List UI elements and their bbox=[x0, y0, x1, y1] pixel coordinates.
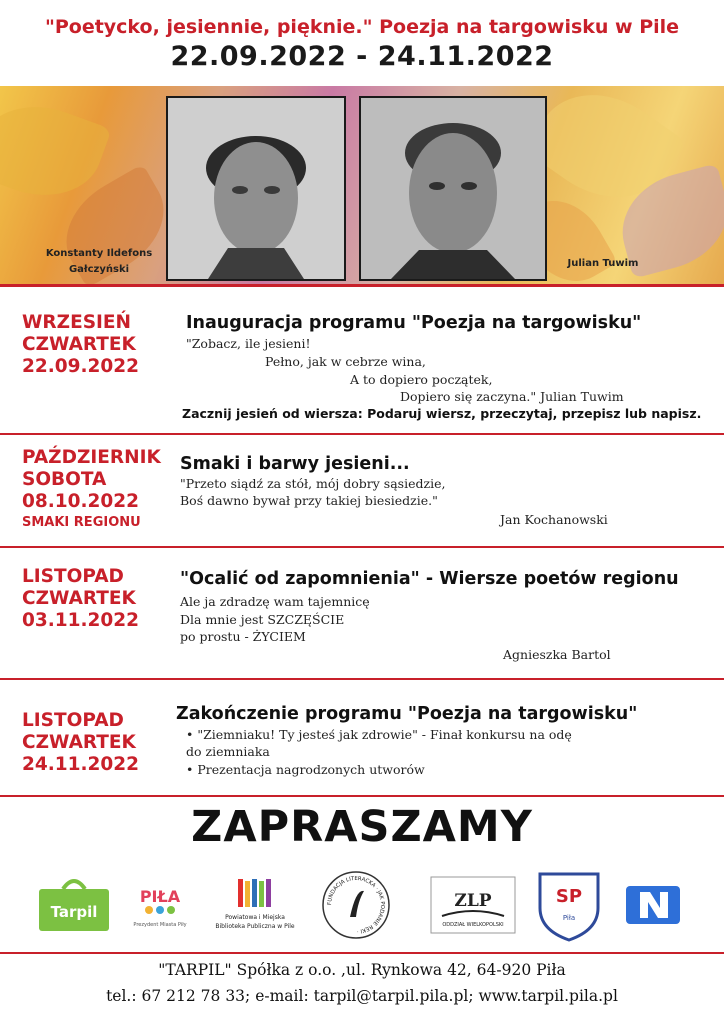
section-divider bbox=[0, 546, 724, 548]
svg-text:Powiatowa i Miejska: Powiatowa i Miejska bbox=[225, 914, 285, 921]
svg-text:ODDZIAŁ WIELKOPOLSKI: ODDZIAŁ WIELKOPOLSKI bbox=[442, 922, 504, 928]
svg-text:Piła: Piła bbox=[562, 914, 576, 922]
caption-tuwim: Julian Tuwim bbox=[567, 258, 639, 269]
svg-text:Tarpil: Tarpil bbox=[50, 903, 98, 921]
event1-call-to-action: Zacznij jesień od wiersza: Podaruj wiersz, przeczytaj, przepisz lub napisz. bbox=[182, 406, 702, 421]
event1-verse-line: A to dopiero początek, bbox=[350, 372, 493, 387]
section-divider bbox=[0, 433, 724, 435]
event1-verse-line: Pełno, jak w cebrze wina, bbox=[265, 354, 426, 369]
event4-bullet: • "Ziemniaku! Ty jesteś jak zdrowie" - Finał konkursu na odę bbox=[186, 727, 572, 742]
tarpil-logo bbox=[36, 866, 112, 944]
footer-divider bbox=[0, 952, 724, 954]
section-divider bbox=[0, 795, 724, 797]
event3-verse-line: po prostu - ŻYCIEM bbox=[180, 629, 306, 644]
event3-author: Agnieszka Bartol bbox=[503, 647, 611, 662]
svg-text:FUNDACJA LITERACKA · JAK PODAN: FUNDACJA LITERACKA · JAK PODANIE RĘKI · bbox=[326, 875, 386, 934]
footer-address: "TARPIL" Spółka z o.o. ,ul. Rynkowa 42, 64-920 Piła bbox=[158, 961, 566, 979]
caption-galczynski: Konstanty Ildefons Gałczyński bbox=[45, 248, 153, 275]
invite-heading: ZAPRASZAMY bbox=[191, 802, 533, 852]
event2-author: Jan Kochanowski bbox=[500, 512, 608, 527]
event2-verse-line: Boś dawno bywał przy takiej biesiedzie." bbox=[180, 493, 438, 508]
zlp-logo bbox=[428, 866, 518, 944]
section-divider bbox=[0, 678, 724, 680]
event2-title: Smaki i barwy jesieni... bbox=[180, 454, 410, 474]
fundacja-literacka-logo bbox=[318, 866, 394, 944]
portrait-galczynski bbox=[166, 96, 346, 281]
banner-bottom-rule bbox=[0, 284, 724, 287]
pila-city-logo bbox=[128, 866, 192, 944]
event4-date: LISTOPAD CZWARTEK 24.11.2022 bbox=[22, 710, 140, 775]
svg-text:SP: SP bbox=[555, 886, 583, 907]
svg-text:ZLP: ZLP bbox=[454, 891, 492, 911]
event3-date: LISTOPAD CZWARTEK 03.11.2022 bbox=[22, 566, 140, 631]
event2-date: PAŹDZIERNIK SOBOTA 08.10.2022 SMAKI REGIONU bbox=[22, 447, 161, 530]
event3-verse-line: Dla mnie jest SZCZĘŚCIE bbox=[180, 612, 345, 627]
poster-title: "Poetycko, jesiennie, pięknie." Poezja na targowisku w Pile bbox=[44, 16, 680, 38]
svg-text:Biblioteka Publiczna w Pile: Biblioteka Publiczna w Pile bbox=[215, 923, 295, 930]
event4-title: Zakończenie programu "Poezja na targowisku" bbox=[176, 704, 638, 724]
portrait-tuwim bbox=[359, 96, 547, 281]
footer-contact: tel.: 67 212 78 33; e-mail: tarpil@tarpil.pila.pl; www.tarpil.pila.pl bbox=[106, 987, 618, 1005]
svg-text:Prezydent Miasta Piły: Prezydent Miasta Piły bbox=[133, 922, 187, 928]
event3-verse-line: Ale ja zdradzę wam tajemnicę bbox=[180, 594, 370, 609]
n-brand-logo bbox=[618, 866, 688, 944]
event3-title: "Ocalić od zapomnienia" - Wiersze poetów regionu bbox=[180, 569, 679, 589]
event1-date: WRZESIEŃ CZWARTEK 22.09.2022 bbox=[22, 312, 140, 377]
event4-bullet: • Prezentacja nagrodzonych utworów bbox=[186, 762, 425, 777]
event1-verse-line: Dopiero się zaczyna." Julian Tuwim bbox=[400, 389, 624, 404]
library-logo bbox=[212, 866, 298, 944]
event2-verse-line: "Przeto siądź za stół, mój dobry sąsiedzie, bbox=[180, 476, 446, 491]
event1-verse-line: "Zobacz, ile jesieni! bbox=[186, 336, 311, 351]
event1-title: Inauguracja programu "Poezja na targowisku" bbox=[186, 313, 642, 333]
school-crest-logo bbox=[532, 866, 606, 944]
poster-dates: 22.09.2022 - 24.11.2022 bbox=[170, 41, 554, 72]
svg-text:PIŁA: PIŁA bbox=[139, 887, 181, 906]
event4-bullet-cont: do ziemniaka bbox=[186, 744, 270, 759]
